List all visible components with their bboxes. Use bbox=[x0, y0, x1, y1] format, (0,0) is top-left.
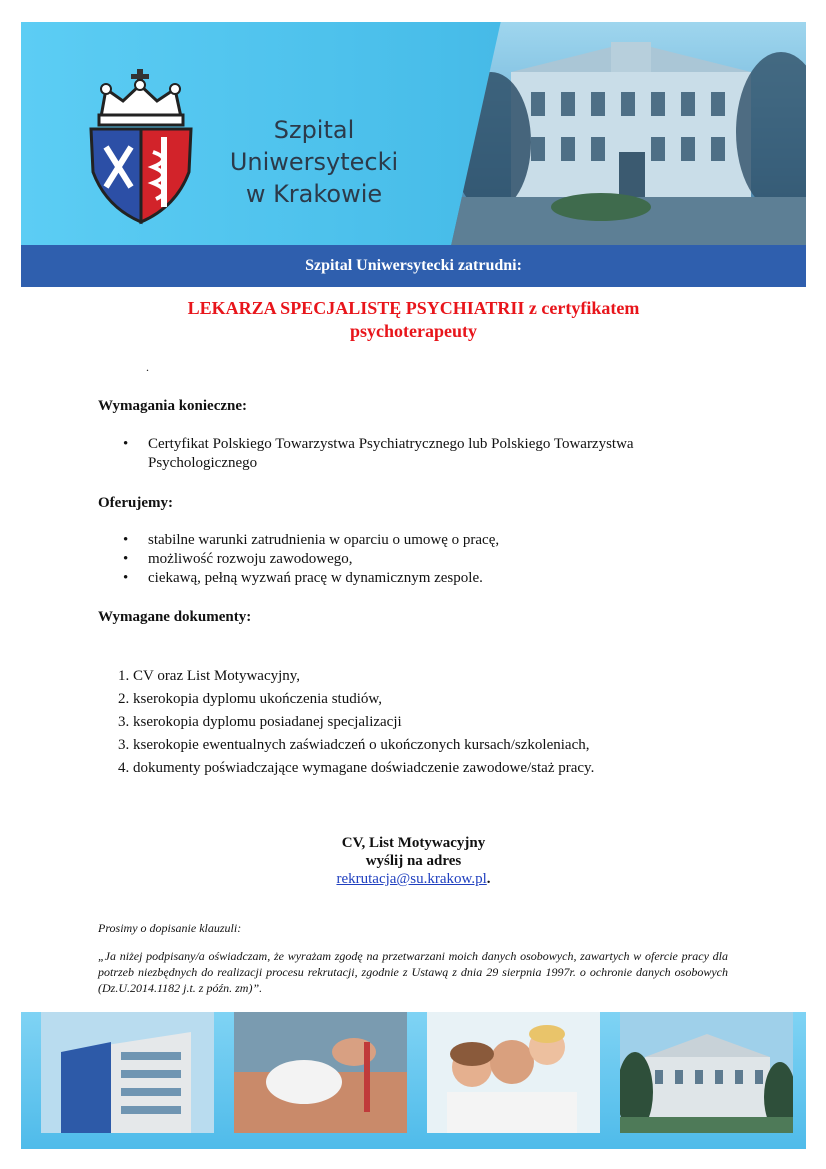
requirements-list bbox=[98, 435, 738, 473]
logo-line-1: Szpital bbox=[273, 116, 355, 144]
logo-line-3: w Krakowie bbox=[245, 180, 383, 208]
documents-section bbox=[98, 608, 738, 627]
list-item: 3. kserokopie ewentualnych zaświadczeń o ukończonych kursach/szkoleniach, bbox=[118, 737, 590, 753]
hospital-crest-icon bbox=[81, 67, 201, 227]
application-line-2: wyślij na adres bbox=[365, 853, 462, 869]
hospital-logo-text bbox=[224, 114, 404, 210]
list-item: 4. dokumenty poświadczające wymagane doświadczenie zawodowe/staż pracy. bbox=[118, 760, 595, 776]
list-item: 2. kserokopia dyplomu ukończenia studiów, bbox=[118, 691, 382, 707]
footer-photo-modern-building bbox=[41, 1012, 214, 1133]
list-item: • stabilne warunki zatrudnienia w oparciu o umowę o pracę, bbox=[98, 531, 738, 550]
footer-photo-medical-care bbox=[234, 1012, 407, 1133]
clause-intro: Prosimy o dopisanie klauzuli: bbox=[98, 921, 242, 935]
requirements-heading: Wymagania konieczne: bbox=[98, 398, 248, 414]
job-title-line-1: LEKARZA SPECJALISTĘ PSYCHIATRII z certyfikatem bbox=[187, 298, 640, 318]
header bbox=[21, 22, 806, 246]
job-title-line-2: psychoterapeuty bbox=[350, 321, 477, 341]
job-title bbox=[21, 297, 806, 343]
footer-photo-strip bbox=[21, 1012, 806, 1149]
footer-photo-historic-building bbox=[620, 1012, 793, 1133]
list-item: 3. kserokopia dyplomu posiadanej specjalizacji bbox=[118, 714, 402, 730]
application-line-1: CV, List Motywacyjny bbox=[341, 835, 486, 851]
requirements-section bbox=[98, 397, 738, 416]
footer-photo-family bbox=[427, 1012, 600, 1133]
list-item: 1. CV oraz List Motywacyjny, bbox=[118, 668, 301, 684]
email-link[interactable]: rekrutacja@su.krakow.pl bbox=[336, 871, 487, 887]
offer-heading: Oferujemy: bbox=[98, 495, 173, 511]
hospital-building-photo bbox=[451, 22, 806, 246]
clause-text: „Ja niżej podpisany/a oświadczam, że wyrażam zgodę na przetwarzani moich danych osobowych, zawartych w ofercie pracy dla potrzeb niezbędnych do realizacji procesu rekrutacji, zgodnie z Ustawą z dnia 29 sierpnia 1997r. o ochronie danych osobowych (Dz.U.2014.1182 j.t. z późn. zm)”. bbox=[98, 949, 728, 995]
logo-line-2: Uniwersytecki bbox=[229, 148, 399, 176]
hiring-banner: Szpital Uniwersytecki zatrudni: bbox=[21, 245, 806, 287]
documents-list bbox=[98, 665, 738, 780]
application-block bbox=[21, 834, 806, 888]
offer-section bbox=[98, 494, 738, 513]
list-item: • ciekawą, pełną wyzwań pracę w dynamicznym zespole. bbox=[98, 569, 738, 588]
stray-dot: . bbox=[146, 360, 149, 374]
email-suffix: . bbox=[486, 871, 491, 887]
documents-heading: Wymagane dokumenty: bbox=[98, 609, 252, 625]
list-item: • możliwość rozwoju zawodowego, bbox=[98, 550, 738, 569]
list-item: • Certyfikat Polskiego Towarzystwa Psychiatrycznego lub Polskiego Towarzystwa Psychologicznego bbox=[98, 435, 738, 473]
offer-list bbox=[98, 531, 738, 588]
